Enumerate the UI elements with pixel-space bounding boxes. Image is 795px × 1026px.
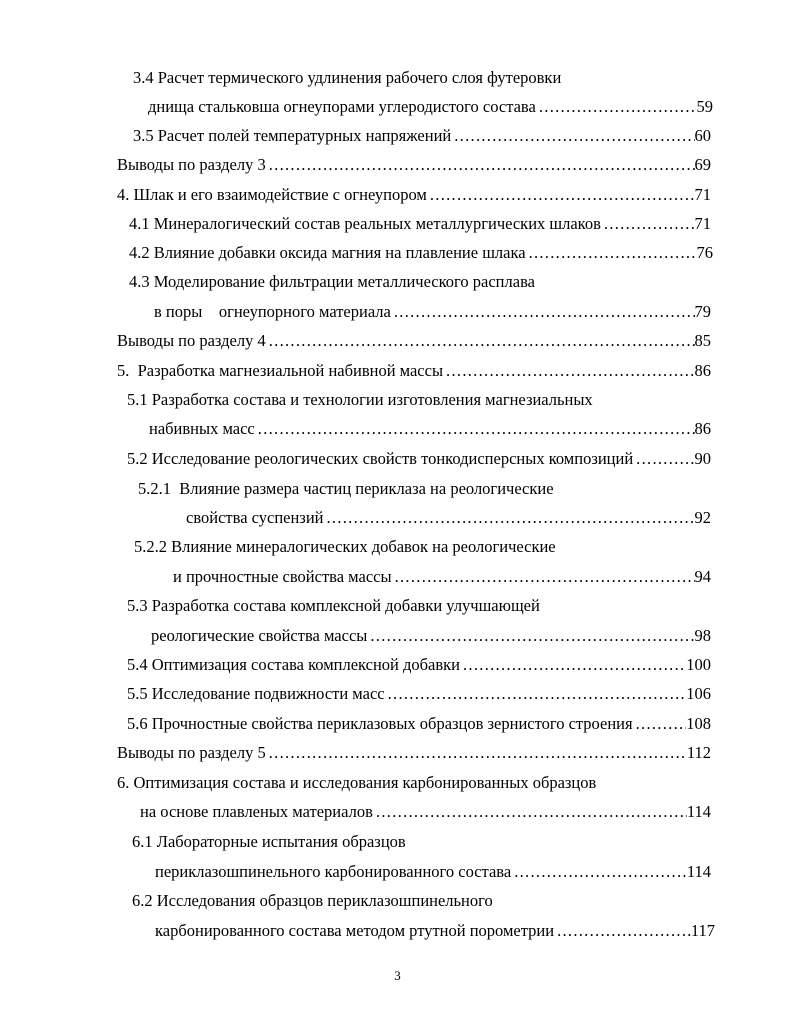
toc-line xyxy=(154,300,711,324)
toc-entry-text: 4. Шлак и его взаимодействие с огнеупором xyxy=(117,185,427,204)
toc-line xyxy=(132,889,552,913)
dot-leader xyxy=(388,682,687,706)
dot-leader xyxy=(269,153,695,177)
toc-line xyxy=(186,506,711,530)
toc-line xyxy=(134,535,589,559)
toc-entry-text: на основе плавленых материалов xyxy=(140,802,373,821)
dot-leader xyxy=(514,860,687,884)
toc-line xyxy=(127,388,687,412)
toc-page-number: 86 xyxy=(694,361,711,380)
toc-page-number: 114 xyxy=(686,802,711,821)
toc-entry-text: 5.6 Прочностные свойства периклазовых образцов зернистого строения xyxy=(127,714,633,733)
dot-leader xyxy=(557,919,691,943)
toc-line xyxy=(117,183,711,207)
dot-leader xyxy=(604,212,695,236)
toc-page-number: 94 xyxy=(694,567,711,586)
toc-line xyxy=(127,712,711,736)
toc-entry-text: периклазошпинельного карбонированного состава xyxy=(155,862,512,881)
toc-page-number: 85 xyxy=(694,331,711,350)
toc-page-number: 90 xyxy=(694,449,711,468)
toc-page-number: 98 xyxy=(694,626,711,645)
toc-page-number: 106 xyxy=(686,684,711,703)
toc-line xyxy=(117,741,711,765)
dot-leader xyxy=(446,359,694,383)
dot-leader xyxy=(463,653,686,677)
toc-entry-text: 5. Разработка магнезиальной набивной массы xyxy=(117,361,444,380)
toc-line xyxy=(127,594,577,618)
toc-line xyxy=(117,771,637,795)
toc-line xyxy=(133,66,703,90)
dot-leader xyxy=(376,800,687,824)
toc-line xyxy=(117,359,711,383)
toc-entry-text: 4.1 Минералогический состав реальных металлургических шлаков xyxy=(129,214,601,233)
toc-line xyxy=(155,919,715,943)
toc-page-number: 69 xyxy=(694,155,711,174)
toc-page-number: 76 xyxy=(696,243,713,262)
dot-leader xyxy=(529,241,697,265)
toc-entry-text: Выводы по разделу 3 xyxy=(117,155,266,174)
dot-leader xyxy=(636,447,694,471)
dot-leader xyxy=(430,183,695,207)
dot-leader xyxy=(258,417,695,441)
toc-entry-text: 5.3 Разработка состава комплексной добавки улучшающей xyxy=(127,596,540,615)
toc-line xyxy=(173,565,711,589)
toc-entry-text: 6.1 Лабораторные испытания образцов xyxy=(132,832,406,851)
toc-page-number: 60 xyxy=(694,126,711,145)
toc-page-number: 108 xyxy=(686,714,711,733)
toc-line xyxy=(117,329,711,353)
toc-page-number: 112 xyxy=(686,743,711,762)
toc-line xyxy=(151,624,711,648)
toc-line xyxy=(127,682,711,706)
toc-page-number: 86 xyxy=(694,419,711,438)
toc-entry-text: в поры огнеупорного материала xyxy=(154,302,391,321)
dot-leader xyxy=(539,95,697,119)
toc-page-number: 71 xyxy=(694,214,711,233)
toc-line xyxy=(129,241,713,265)
toc-line xyxy=(133,124,711,148)
toc-entry-text: 3.5 Расчет полей температурных напряжений xyxy=(133,126,452,145)
toc-line xyxy=(138,477,588,501)
toc-line xyxy=(155,860,711,884)
toc-entry-text: свойства суспензий xyxy=(186,508,324,527)
toc-entry-text: 5.2.2 Влияние минералогических добавок на реологические xyxy=(134,537,556,556)
dot-leader xyxy=(269,329,695,353)
dot-leader xyxy=(636,712,687,736)
toc-entry-text: 6.2 Исследования образцов периклазошпинельного xyxy=(132,891,493,910)
toc-entry-text: 5.2.1 Влияние размера частиц периклаза на реологические xyxy=(138,479,554,498)
toc-page-number: 100 xyxy=(686,655,711,674)
toc-line xyxy=(148,95,713,119)
toc-entry-text: 5.5 Исследование подвижности масс xyxy=(127,684,385,703)
toc-line xyxy=(140,800,711,824)
toc-page-number: 92 xyxy=(694,508,711,527)
toc-entry-text: 5.1 Разработка состава и технологии изготовления магнезиальных xyxy=(127,390,593,409)
toc-line xyxy=(129,212,711,236)
toc-entry-text: набивных масс xyxy=(149,419,255,438)
toc-entry-text: 3.4 Расчет термического удлинения рабочего слоя футеровки xyxy=(133,68,562,87)
dot-leader xyxy=(395,565,695,589)
toc-page-number: 71 xyxy=(694,185,711,204)
toc-page-number: 59 xyxy=(696,97,713,116)
dot-leader xyxy=(454,124,694,148)
toc-page-number: 114 xyxy=(686,862,711,881)
dot-leader xyxy=(269,741,687,765)
toc-entry-text: Выводы по разделу 5 xyxy=(117,743,266,762)
toc-line xyxy=(127,653,711,677)
toc-entry-text: днища стальковша огнеупорами углеродистого состава xyxy=(148,97,536,116)
toc-page-number: 117 xyxy=(690,921,715,940)
dot-leader xyxy=(326,506,694,530)
toc-page-number: 79 xyxy=(694,302,711,321)
toc-line xyxy=(129,270,669,294)
toc-entry-text: 4.2 Влияние добавки оксида магния на плавление шлака xyxy=(129,243,526,262)
toc-entry-text: реологические свойства массы xyxy=(151,626,368,645)
dot-leader xyxy=(370,624,694,648)
toc-entry-text: 4.3 Моделирование фильтрации металлического расплава xyxy=(129,272,535,291)
toc-line xyxy=(117,153,711,177)
toc-line xyxy=(132,830,532,854)
toc-entry-text: карбонированного состава методом ртутной порометрии xyxy=(155,921,555,940)
dot-leader xyxy=(394,300,695,324)
toc-line xyxy=(149,417,711,441)
toc-entry-text: и прочностные свойства массы xyxy=(173,567,392,586)
toc-entry-text: 6. Оптимизация состава и исследования карбонированных образцов xyxy=(117,773,597,792)
page-number: 3 xyxy=(394,968,401,983)
toc-entry-text: Выводы по разделу 4 xyxy=(117,331,266,350)
toc-line xyxy=(127,447,711,471)
toc-entry-text: 5.4 Оптимизация состава комплексной добавки xyxy=(127,655,460,674)
toc-entry-text: 5.2 Исследование реологических свойств тонкодисперсных композиций xyxy=(127,449,634,468)
